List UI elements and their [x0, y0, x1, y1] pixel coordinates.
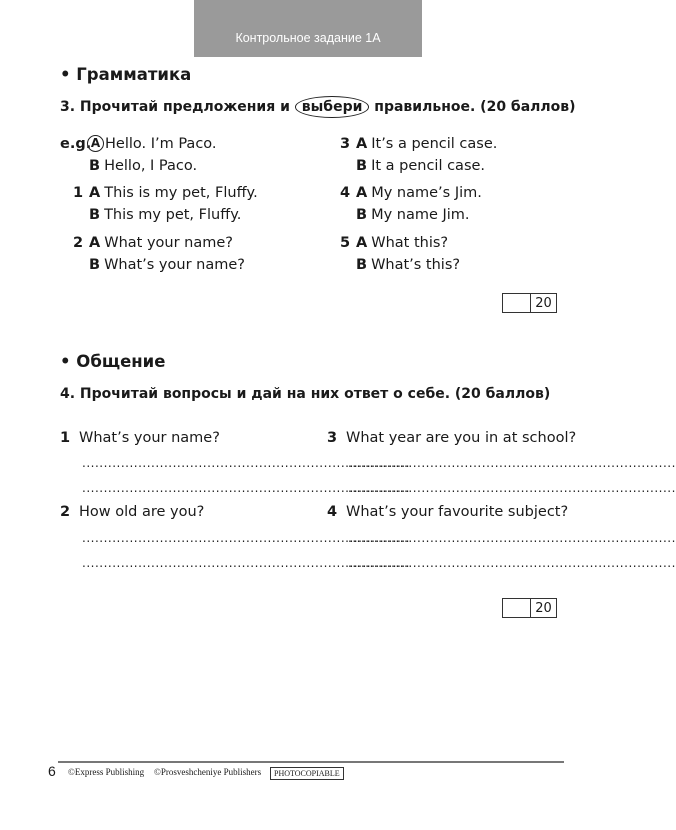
option-b-marker: B — [356, 257, 368, 273]
test-header: Контрольное задание 1А — [194, 0, 422, 57]
option-b-text: What’s this? — [371, 257, 461, 273]
question-3 — [327, 427, 576, 449]
answer-line[interactable]: ............................................................................ — [348, 556, 676, 570]
question-number: 3 — [327, 430, 338, 446]
option-a-text: What this? — [371, 235, 449, 251]
publisher-credit-1: ©Express Publishing — [68, 767, 145, 777]
option-a-marker: A — [356, 136, 368, 152]
item-number: 4 — [340, 185, 351, 201]
score-blank-field[interactable] — [503, 599, 531, 617]
answer-line[interactable]: ............................................................................ — [348, 531, 676, 545]
item-number: 1 — [73, 185, 84, 201]
option-a-marker: A — [356, 185, 368, 201]
footer-divider — [58, 761, 564, 763]
task-3-suffix: правильное. (20 баллов) — [374, 99, 576, 115]
question-text: What’s your favourite subject? — [346, 504, 569, 520]
answer-line[interactable]: ............................................................................ — [82, 556, 410, 570]
option-a-text: It’s a pencil case. — [371, 136, 498, 152]
option-b-marker: B — [89, 257, 101, 273]
example-option-b: Hello, I Paco. — [104, 158, 198, 174]
grammar-section-title: • Грамматика — [60, 65, 192, 84]
score-max: 20 — [535, 601, 552, 616]
question-number: 4 — [327, 504, 338, 520]
question-2 — [60, 501, 204, 523]
example-label: e.g. — [60, 136, 92, 152]
answer-line[interactable]: ............................................................................ — [82, 481, 410, 495]
option-b-text: What’s your name? — [104, 257, 245, 273]
option-a-marker: A — [89, 235, 101, 251]
option-b-text: It a pencil case. — [371, 158, 486, 174]
question-number: 1 — [60, 430, 71, 446]
example-item — [60, 133, 217, 177]
task-3-circled-word: выбери — [295, 96, 370, 118]
photocopiable-badge: PHOTOCOPIABLE — [270, 767, 344, 780]
grammar-item-3 — [340, 133, 497, 177]
task-3-prefix: 3. Прочитай предложения и — [60, 99, 290, 115]
grammar-item-5 — [340, 232, 460, 276]
option-b-marker: B — [89, 158, 101, 174]
task-4-title: 4. Прочитай вопросы и дай на них ответ о себе. (20 баллов) — [60, 386, 551, 402]
option-a-marker: A — [356, 235, 368, 251]
option-b-marker: B — [89, 207, 101, 223]
grammar-item-4 — [340, 182, 482, 226]
option-a-marker: A — [89, 185, 101, 201]
answer-line[interactable]: ............................................................................ — [82, 531, 410, 545]
question-4 — [327, 501, 568, 523]
score-blank-field[interactable] — [503, 294, 531, 312]
answer-line[interactable]: ............................................................................ — [82, 456, 410, 470]
communication-score-box — [502, 598, 557, 618]
item-number: 3 — [340, 136, 351, 152]
communication-section-title: • Общение — [60, 352, 166, 371]
task-3-title — [60, 96, 576, 118]
item-number: 2 — [73, 235, 84, 251]
option-b-text: My name Jim. — [371, 207, 470, 223]
option-b-text: This my pet, Fluffy. — [104, 207, 242, 223]
option-a-text: My name’s Jim. — [371, 185, 482, 201]
question-text: How old are you? — [79, 504, 205, 520]
answer-line[interactable]: ............................................................................ — [348, 456, 676, 470]
grammar-item-2 — [73, 232, 245, 276]
question-1 — [60, 427, 220, 449]
publisher-credit-2: ©Prosveshcheniye Publishers — [154, 767, 262, 777]
answer-line[interactable]: ............................................................................ — [348, 481, 676, 495]
question-text: What year are you in at school? — [346, 430, 577, 446]
page-number: 6 — [48, 763, 56, 779]
example-option-a: Hello. I’m Paco. — [105, 136, 217, 152]
question-text: What’s your name? — [79, 430, 220, 446]
item-number: 5 — [340, 235, 351, 251]
option-b-marker: B — [356, 158, 368, 174]
option-b-marker: B — [356, 207, 368, 223]
option-a-text: This is my pet, Fluffy. — [104, 185, 258, 201]
grammar-item-1 — [73, 182, 258, 226]
circled-answer-marker: A — [87, 135, 104, 152]
grammar-score-box — [502, 293, 557, 313]
option-a-text: What your name? — [104, 235, 233, 251]
question-number: 2 — [60, 504, 71, 520]
score-max: 20 — [535, 296, 552, 311]
